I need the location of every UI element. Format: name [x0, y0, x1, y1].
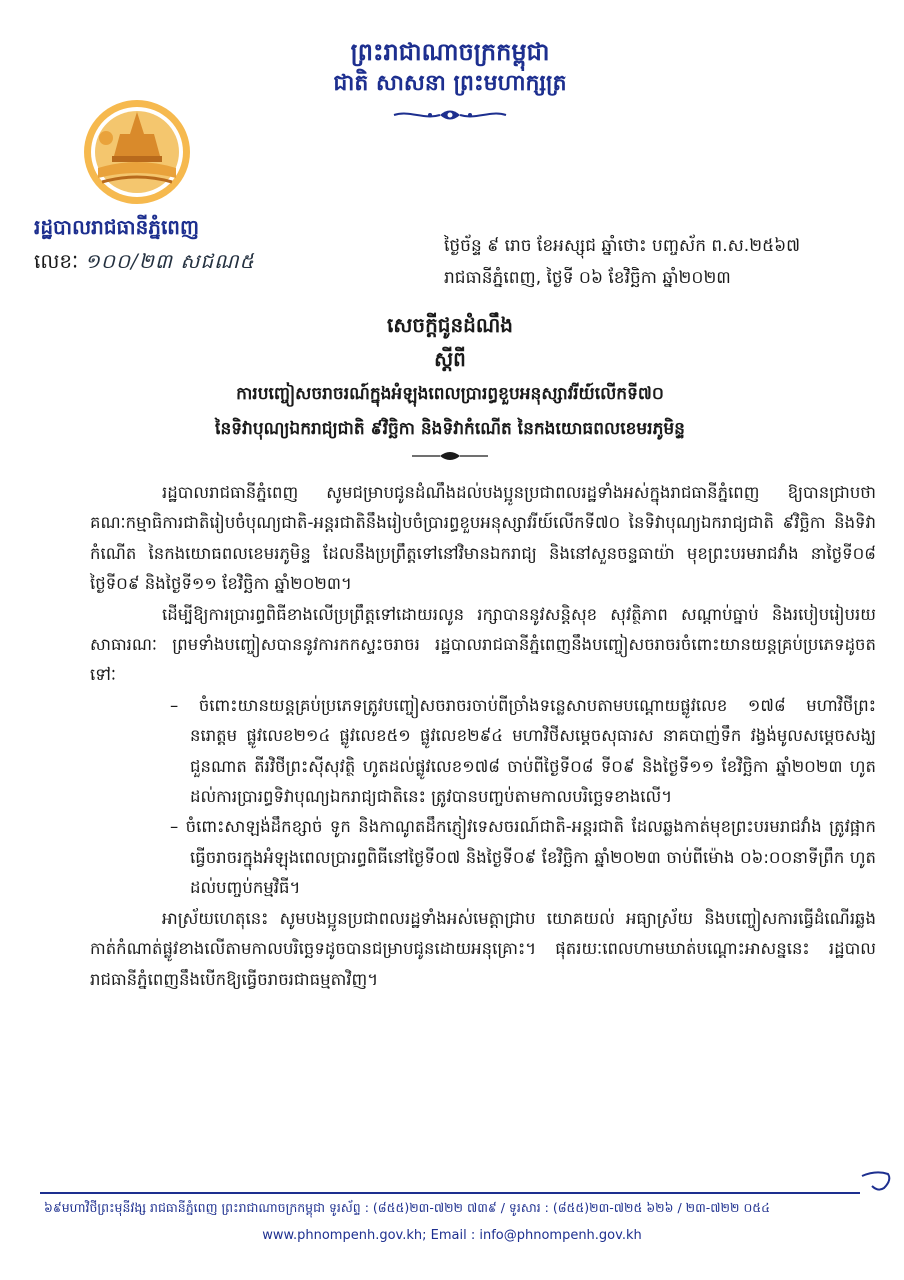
lunar-date: ថ្ងៃច័ន្ទ ៩ រោច ខែអស្សុជ ឆ្នាំថោះ បញ្ចស័ក ព.ស.២៥៦៧: [444, 236, 801, 256]
bullet-boats: – ចំពោះសាឡង់ដឹកខ្សាច់ ទូក និងកាណូតដឹកភ្ញៀវទេសចរណ៍ជាតិ-អន្តរជាតិ ដែលឆ្លងកាត់មុខព្រះបរមរាជវាំង ត្រូវផ្អាកធ្វើចរាចរក្នុងអំឡុងពេលប្រារព្ធពិធីនៅថ្ងៃទី០៧ និងថ្ងៃទី០៩ ខែវិច្ឆិកា ឆ្នាំ២០២៣ ចាប់ពីម៉ោង ០៦:០០នាទីព្រឹក ហូតដល់បញ្ចប់កម្មវិធី។: [170, 817, 876, 898]
subject-line-1: ការបញ្ចៀសចរាចរណ៍ក្នុងអំឡុងពេលប្រារព្ធខួបអនុស្សាវរីយ៍លើកទី៧០: [236, 384, 664, 404]
national-motto: ជាតិ សាសនា ព្រះមហាក្សត្រ: [333, 71, 567, 96]
paragraph-purpose: ដើម្បីឱ្យការប្រារព្ធពិធីខាងលើប្រព្រឹត្តទៅដោយរលូន រក្សាបាននូវសន្តិសុខ សុវត្ថិភាព សណ្តាប់ធ្នាប់ និងរបៀបរៀបរយសាធារណៈ ព្រមទាំងបញ្ចៀសបាននូវការកកស្ទះចរាចរ រដ្ឋបាលរាជធានីភ្នំពេញនឹងបញ្ចៀសចរាចរចំពោះយានយន្តគ្រប់ប្រភេទដូចតទៅៈ: [90, 604, 876, 685]
ornament-icon: [390, 106, 510, 124]
page-mark-icon: [858, 1168, 894, 1194]
footer-contact: www.phnompenh.gov.kh; Email : info@phnompenh.gov.kh: [262, 1228, 642, 1243]
footer-address: ៦៩មហាវិថីព្រះមុនីវង្ស រាជធានីភ្នំពេញ ព្រះរាជាណាចក្រកម្ពុជា ទូរស័ព្ទ : (៨៥៥)២៣-៧២២ ៧៣៩ / ទូរសារ : (៨៥៥)២៣-៧២៥ ៦២៦ / ២៣-៧២២ ០៥៤: [44, 1200, 770, 1215]
reference-value: ១០០/២៣ សជណ៥: [84, 249, 255, 273]
footer-divider: [40, 1192, 860, 1194]
city-seal-icon: [82, 98, 192, 206]
notice-title: [90, 308, 810, 462]
subject-line-2: នៃទិវាបុណ្យឯករាជ្យជាតិ ៩វិច្ឆិកា និងទិវាកំណើត នៃកងយោធពលខេមរភូមិន្ទ: [215, 419, 685, 439]
document-type: សេចក្តីជូនដំណឹង: [387, 313, 513, 337]
letterhead: [300, 36, 600, 124]
date-block: [444, 230, 884, 294]
kingdom-title: ព្រះរាជាណាចក្រកម្ពុជា: [350, 38, 550, 66]
bullet-vehicles: – ចំពោះយានយន្តគ្រប់ប្រភេទត្រូវបញ្ចៀសចរាចរចាប់ពីច្រាំងទន្លេសាបតាមបណ្តោយផ្លូវលេខ ១៧៨ មហាវិថីព្រះនរោត្តម ផ្លូវលេខ២១៤ ផ្លូវលេខ៥១ ផ្លូវលេខ២៩៤ មហាវិថីសម្តេចសុធារស នាគបាញ់ទឹក វង្វង់មូលសម្តេចសង្ឃជួនណាត តីរវិថីព្រះស៊ីសុវត្ថិ ហូតដល់ផ្លូវលេខ១៧៨ ចាប់ពីថ្ងៃទី០៨ ទី០៩ និងថ្ងៃទី១១ ខែវិច្ឆិកា ឆ្នាំ២០២៣ ហូតដល់ការប្រារព្ធទិវាបុណ្យឯករាជ្យជាតិនេះ ត្រូវបានបញ្ចប់តាមកាលបរិច្ឆេទខាងលើ។: [170, 695, 876, 807]
solar-date: រាជធានីភ្នំពេញ, ថ្ងៃទី ០៦ ខែវិច្ឆិកា ឆ្នាំ២០២៣: [444, 268, 731, 288]
divider-ornament-icon: [410, 450, 490, 462]
reference-number: [34, 248, 255, 278]
issuing-authority: រដ្ឋបាលរាជធានីភ្នំពេញ: [34, 215, 200, 239]
paragraph-closing: អាស្រ័យហេតុនេះ សូមបងប្អូនប្រជាពលរដ្ឋទាំងអស់មេត្តាជ្រាប យោគយល់ អធ្យាស្រ័យ និងបញ្ចៀសការធ្វើដំណើរឆ្លងកាត់កំណាត់ផ្លូវខាងលើតាមកាលបរិច្ឆេទដូចបានជម្រាបជូនដោយអនុគ្រោះ។ ផុតរយៈពេលហាមឃាត់បណ្តោះអាសន្ននេះ រដ្ឋបាលរាជធានីភ្នំពេញនឹងបើកឱ្យធ្វើចរាចរជាធម្មតាវិញ។: [90, 908, 876, 989]
notice-body: [90, 478, 876, 995]
reference-label: លេខៈ: [34, 249, 79, 273]
paragraph-intro: រដ្ឋបាលរាជធានីភ្នំពេញ សូមជម្រាបជូនដំណឹងដល់បងប្អូនប្រជាពលរដ្ឋទាំងអស់ក្នុងរាជធានីភ្នំពេញ ឱ្យបានជ្រាបថា គណៈកម្មាធិការជាតិរៀបចំបុណ្យជាតិ-អន្តរជាតិនឹងរៀបចំប្រារព្ធខួបអនុស្សាវរីយ៍លើកទី៧០ នៃទិវាបុណ្យឯករាជ្យជាតិ ៩វិច្ឆិកា និងទិវាកំណើត នៃកងយោធពលខេមរភូមិន្ទ ដែលនឹងប្រព្រឹត្តទៅនៅវិមានឯករាជ្យ និងនៅសួនចន្ទធាយ៉ា មុខព្រះបរមរាជវាំង នាថ្ងៃទី០៨ ថ្ងៃទី០៩ និងថ្ងៃទី១១ ខែវិច្ឆិកា ឆ្នាំ២០២៣។: [90, 483, 876, 594]
subject-label: ស្តីពី: [434, 347, 466, 371]
